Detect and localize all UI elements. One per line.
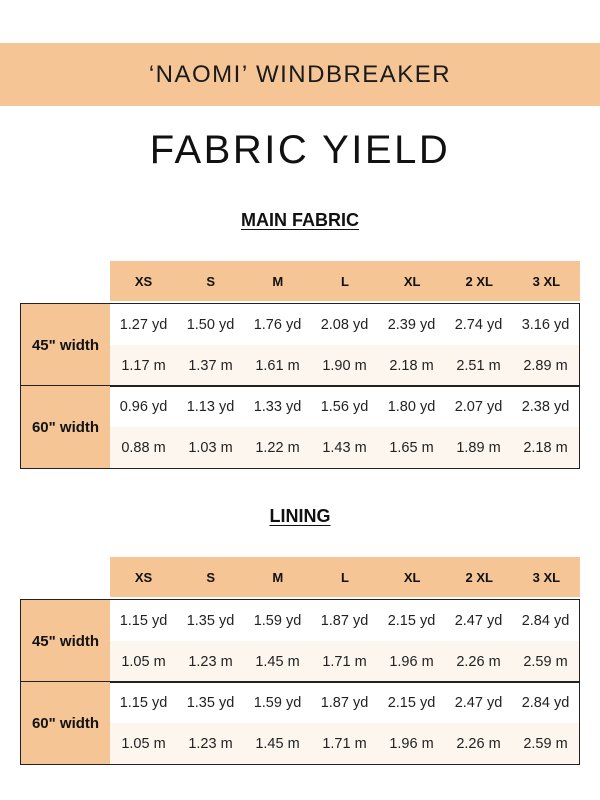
yield-cell: 1.37 m [188, 357, 233, 374]
width-label: 60" width [21, 386, 110, 468]
yield-cell: 0.88 m [121, 439, 166, 456]
yield-group-main-45 [20, 303, 580, 387]
banner-title: ‘NAOMI’ WINDBREAKER [148, 60, 452, 88]
size-header-cell: M [272, 569, 284, 585]
meters-row [110, 427, 579, 468]
yield-cell: 1.71 m [322, 735, 367, 752]
yield-cell: 1.43 m [322, 439, 367, 456]
size-header-cell: 3 XL [532, 273, 561, 289]
yield-cell: 1.13 yd [186, 398, 235, 415]
yield-cell: 2.74 yd [454, 316, 503, 333]
yield-cell: 1.05 m [121, 735, 166, 752]
banner [0, 43, 600, 106]
yield-cell: 1.59 yd [253, 694, 302, 711]
yield-cell: 1.35 yd [186, 612, 235, 629]
yield-cell: 1.65 m [389, 439, 434, 456]
yield-cell: 2.47 yd [454, 694, 503, 711]
yield-cell: 1.90 m [322, 357, 367, 374]
yield-cell: 2.84 yd [521, 612, 570, 629]
section-title-main-fabric: MAIN FABRIC [241, 210, 359, 230]
width-label: 60" width [21, 682, 110, 764]
yield-cell: 1.45 m [255, 735, 300, 752]
yield-cell: 1.27 yd [119, 316, 168, 333]
yield-cell: 2.89 m [523, 357, 568, 374]
yield-cell: 1.87 yd [320, 612, 369, 629]
size-header-main-fabric [110, 261, 580, 301]
yield-cell: 1.76 yd [253, 316, 302, 333]
yield-cell: 1.05 m [121, 653, 166, 670]
yield-cell: 2.51 m [456, 357, 501, 374]
yield-cell: 2.84 yd [521, 694, 570, 711]
size-header-cell: L [341, 569, 349, 585]
yield-group-lining-60 [20, 681, 580, 765]
yield-cell: 3.16 yd [521, 316, 570, 333]
yield-cell: 1.59 yd [253, 612, 302, 629]
yield-cell: 2.26 m [456, 653, 501, 670]
yield-cell: 1.23 m [188, 735, 233, 752]
size-header-lining [110, 557, 580, 597]
size-header-cell: 3 XL [532, 569, 561, 585]
yield-cell: 1.33 yd [253, 398, 302, 415]
yards-row [110, 386, 579, 427]
yield-cell: 1.96 m [389, 653, 434, 670]
yield-cell: 1.45 m [255, 653, 300, 670]
yield-cell: 2.38 yd [521, 398, 570, 415]
size-header-cell: S [206, 273, 216, 289]
meters-row [110, 723, 579, 764]
section-title-lining: LINING [269, 506, 331, 526]
yield-cell: 2.47 yd [454, 612, 503, 629]
yield-cell: 2.59 m [523, 653, 568, 670]
yield-cell: 1.87 yd [320, 694, 369, 711]
yield-cell: 1.17 m [121, 357, 166, 374]
size-header-cell: XS [134, 569, 153, 585]
yield-cell: 1.15 yd [119, 694, 168, 711]
size-header-cell: XL [403, 273, 421, 289]
yards-row [110, 600, 579, 641]
yield-cell: 2.15 yd [387, 612, 436, 629]
yield-cell: 2.59 m [523, 735, 568, 752]
width-label: 45" width [21, 600, 110, 682]
size-header-cell: L [341, 273, 349, 289]
yield-cell: 1.80 yd [387, 398, 436, 415]
yield-cell: 2.26 m [456, 735, 501, 752]
yards-row [110, 682, 579, 723]
yield-cell: 2.08 yd [320, 316, 369, 333]
yield-cell: 2.07 yd [454, 398, 503, 415]
width-label: 45" width [21, 304, 110, 386]
yield-cell: 1.15 yd [119, 612, 168, 629]
size-header-cell: 2 XL [465, 569, 493, 585]
size-header-cell: M [272, 273, 284, 289]
size-header-cell: 2 XL [465, 273, 493, 289]
yield-cell: 1.23 m [188, 653, 233, 670]
size-header-cell: XS [134, 273, 153, 289]
yield-cell: 1.35 yd [186, 694, 235, 711]
meters-row [110, 641, 579, 682]
yield-cell: 2.15 yd [387, 694, 436, 711]
yield-cell: 2.18 m [389, 357, 434, 374]
yield-cell: 1.56 yd [320, 398, 369, 415]
yield-group-lining-45 [20, 599, 580, 683]
yield-cell: 1.96 m [389, 735, 434, 752]
yield-cell: 2.39 yd [387, 316, 436, 333]
yield-cell: 0.96 yd [119, 398, 168, 415]
meters-row [110, 345, 579, 386]
yield-cell: 1.71 m [322, 653, 367, 670]
yield-cell: 1.22 m [255, 439, 300, 456]
yield-group-main-60 [20, 385, 580, 469]
yield-cell: 1.50 yd [186, 316, 235, 333]
yield-cell: 1.03 m [188, 439, 233, 456]
yards-row [110, 304, 579, 345]
yield-cell: 1.89 m [456, 439, 501, 456]
page-title: FABRIC YIELD [149, 128, 451, 172]
size-header-cell: XL [403, 569, 421, 585]
size-header-cell: S [206, 569, 216, 585]
yield-cell: 2.18 m [523, 439, 568, 456]
yield-cell: 1.61 m [255, 357, 300, 374]
